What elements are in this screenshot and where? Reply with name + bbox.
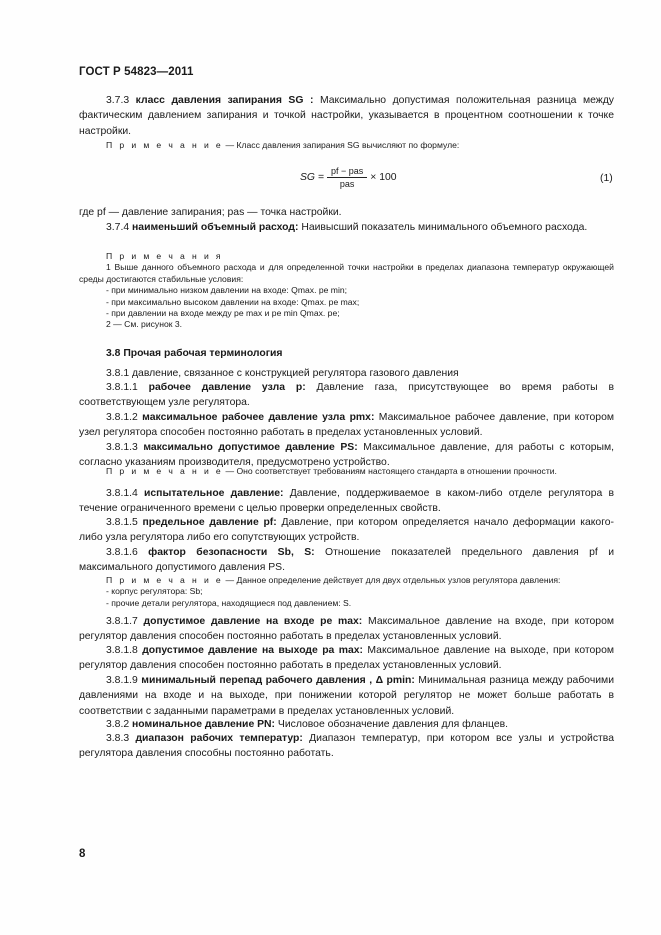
clause-term: допустимое давление на выходе pa max: — [142, 645, 363, 656]
clause-term: предельное давление pf: — [142, 517, 277, 528]
clause-text: Давление, поддерживаемое в каком-либо отделе регулятора в течение ограниченного времени с целью проверки определенных свойств. — [79, 488, 615, 515]
clause-term: наименьший объемный расход: — [132, 222, 299, 233]
clause-3-7-3 — [79, 93, 614, 139]
clause-number: 3.8.1.2 — [106, 412, 138, 423]
note-bullet: - при давлении на входе между pe max и pe min Qmax. pe; — [106, 308, 340, 319]
clause-number: 3.8.1.4 — [106, 488, 138, 499]
note-2: 2 — См. рисунок 3. — [106, 319, 183, 330]
document-header: ГОСТ Р 54823—2011 — [79, 66, 194, 78]
clause-3-8-1-7 — [79, 614, 614, 645]
notes-flow — [79, 251, 614, 331]
formula-sg — [300, 166, 397, 189]
clause-number: 3.8.1.6 — [106, 547, 138, 558]
note-label: П р и м е ч а н и е — [106, 575, 224, 585]
formula-fraction — [327, 166, 367, 189]
clause-number: 3.8.1.1 — [106, 382, 138, 393]
clause-text: Отношение показателей предельного давления pf и максимального допустимого давления PS. — [79, 547, 614, 574]
note-formula — [79, 140, 614, 151]
page-number: 8 — [79, 848, 86, 860]
clause-3-8-1-8 — [79, 643, 614, 674]
note-strength — [79, 466, 614, 477]
clause-3-8-1-5 — [79, 515, 614, 546]
clause-3-7-4 — [79, 220, 614, 235]
clause-term: максимальное рабочее давление узла pmx: — [142, 412, 375, 423]
clause-text: Числовое обозначение давления для фланцев. — [277, 719, 509, 730]
clause-number: 3.8.1.5 — [106, 517, 138, 528]
clause-number: 3.7.4 — [106, 222, 130, 233]
clause-term: фактор безопасности Sb, S: — [148, 547, 315, 558]
where-line: где pf — давление запирания; pas — точка настройки. — [79, 207, 342, 218]
clause-text: Наивысший показатель минимального объемного расхода. — [301, 222, 588, 233]
note-1: 1 Выше данного объемного расхода и для определенной точки настройки в пределах диапазона температур окружающей среды достигаются стабильные условия: — [79, 262, 614, 284]
clause-text: Максимальное давление на входе, при котором регулятор давления способен постоянно работать в пределах установленных условий. — [79, 616, 614, 643]
clause-3-8-1-1 — [79, 380, 614, 411]
clause-term: максимально допустимое давление PS: — [143, 442, 358, 453]
clause-text: Давление, при котором определяется начало деформации какого-либо узла регулятора либо его сопутствующих устройств. — [79, 517, 614, 544]
clause-number: 3.8.1.8 — [106, 645, 138, 656]
clause-text: Максимально допустимая положительная разница между фактическим давлением запирания и точкой настройки, указывается в процентном соотношении к точке настройки. — [79, 95, 615, 137]
clause-number: 3.8.1.9 — [106, 675, 138, 686]
clause-3-8-3 — [79, 731, 614, 762]
clause-term: класс давления запирания SG : — [135, 95, 314, 106]
formula-denominator: pas — [339, 179, 355, 189]
clause-3-8-1-2 — [79, 410, 614, 441]
clause-3-8-1-9 — [79, 673, 614, 719]
clause-text: Диапазон температур, при котором все узлы и устройства регулятора давления способны постоянно работать. — [79, 733, 614, 760]
note-bullet: - корпус регулятора: Sb; — [106, 586, 203, 597]
clause-text: Максимальное рабочее давление, при котором узел регулятора способен постоянно работать в пределах установленных условий. — [79, 412, 614, 439]
clause-term: допустимое давление на входе pe max: — [143, 616, 363, 627]
formula-numerator: pf − pas — [327, 166, 367, 178]
clause-3-8-1-4 — [79, 486, 614, 517]
clause-number: 3.8.1.3 — [106, 442, 138, 453]
clause-text: Минимальная разница между рабочими давлениями на входе и на выходе, при понижении которой регулятор не может больше работать в соответствии с заданными параметрами в пределах установленных условий. — [79, 675, 615, 717]
note-safety-factor — [79, 575, 614, 609]
clause-text: Давление газа, присутствующее во время работы в соответствующем узле регулятора. — [79, 382, 614, 409]
clause-text: Максимальное давление, для работы с которым, согласно указаниям производителя, предусмотрено устройство. — [79, 442, 615, 469]
notes-label: П р и м е ч а н и я — [106, 251, 223, 261]
note-bullet: - прочие детали регулятора, находящиеся под давлением: S. — [106, 597, 352, 608]
note-text: — Данное определение действует для двух отдельных узлов регулятора давления: — [225, 575, 561, 585]
formula-rhs: × 100 — [370, 172, 397, 183]
equation-number: (1) — [600, 173, 613, 184]
section-3-8-title: 3.8 Прочая рабочая терминология — [106, 348, 283, 359]
clause-number: 3.8.2 — [106, 719, 130, 730]
clause-number: 3.7.3 — [106, 95, 130, 106]
note-text: — Оно соответствует требованиям настоящего стандарта в отношении прочности. — [225, 466, 557, 476]
note-bullet: - при максимально высоком давлении на входе: Qmax. pe max; — [106, 296, 360, 307]
clause-term: рабочее давление узла p: — [148, 382, 306, 393]
clause-number: 3.8.1.7 — [106, 616, 138, 627]
clause-text: Максимальное давление на выходе, при котором регулятор давления способен постоянно работать в пределах установленных условий. — [79, 645, 614, 672]
clause-3-8-1-6 — [79, 545, 614, 576]
clause-3-8-1: 3.8.1 давление, связанное с конструкцией регулятора газового давления — [106, 368, 459, 379]
clause-term: диапазон рабочих температур: — [135, 733, 303, 744]
formula-lhs: SG = — [300, 172, 324, 183]
note-bullet: - при минимально низком давлении на входе: Qmax. pe min; — [106, 285, 348, 296]
clause-term: минимальный перепад рабочего давления , Δ pmin: — [141, 675, 415, 686]
clause-term: испытательное давление: — [144, 488, 284, 499]
note-label: П р и м е ч а н и е — [106, 466, 224, 476]
note-label: П р и м е ч а н и е — [106, 140, 224, 150]
clause-term: номинальное давление PN: — [132, 719, 275, 730]
note-text: — Класс давления запирания SG вычисляют по формуле: — [225, 140, 460, 150]
clause-number: 3.8.3 — [106, 733, 130, 744]
